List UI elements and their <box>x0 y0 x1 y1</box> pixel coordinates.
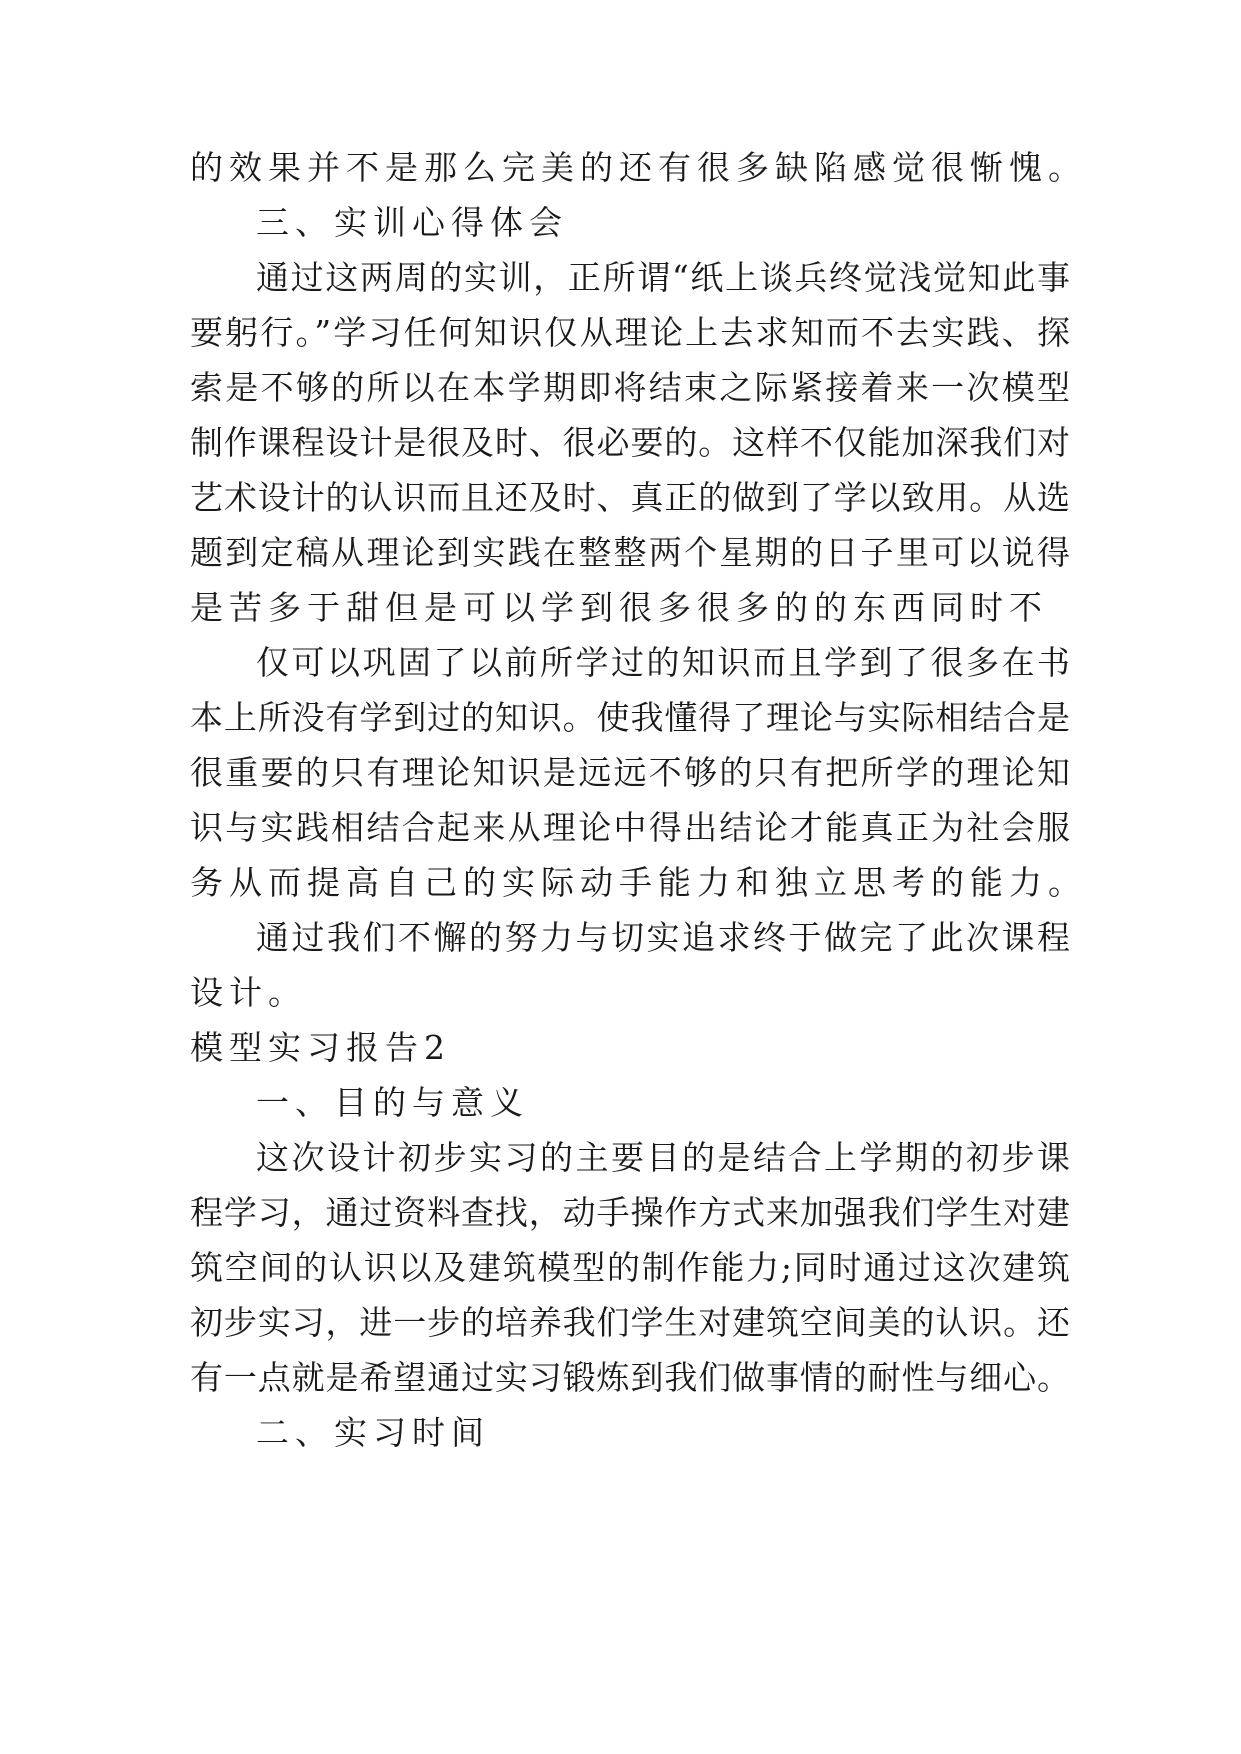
text-line: 本上所没有学到过的知识。使我懂得了理论与实际相结合是 <box>190 698 1070 737</box>
text-line: 通过我们不懈的努力与切实追求终于做完了此次课程 <box>256 918 1070 957</box>
text-line: 务从而提高自己的实际动手能力和独立思考的能力。 <box>190 863 1087 902</box>
section-heading: 二、实习时间 <box>256 1413 490 1452</box>
text-line: 程学习，通过资料查找，动手操作方式来加强我们学生对建 <box>190 1193 1070 1232</box>
text-line: 要躬行。”学习任何知识仅从理论上去求知而不去实践、探 <box>190 313 1070 352</box>
report-title: 模型实习报告2 <box>190 1028 451 1067</box>
text-line: 通过这两周的实训，正所谓“纸上谈兵终觉浅觉知此事 <box>256 258 1070 297</box>
text-line: 是苦多于甜但是可以学到很多很多的的东西同时不 <box>190 588 1048 627</box>
text-line: 设计。 <box>190 973 307 1012</box>
text-line: 的效果并不是那么完美的还有很多缺陷感觉很惭愧。 <box>190 148 1087 187</box>
text-line: 初步实习，进一步的培养我们学生对建筑空间美的认识。还 <box>190 1303 1070 1342</box>
text-line: 制作课程设计是很及时、很必要的。这样不仅能加深我们对 <box>190 423 1070 462</box>
text-line: 识与实践相结合起来从理论中得出结论才能真正为社会服 <box>190 808 1070 847</box>
text-line: 这次设计初步实习的主要目的是结合上学期的初步课 <box>256 1138 1070 1177</box>
section-heading: 一、目的与意义 <box>256 1083 529 1122</box>
section-heading: 三、实训心得体会 <box>256 203 568 242</box>
text-line: 仅可以巩固了以前所学过的知识而且学到了很多在书 <box>256 643 1070 682</box>
text-line: 索是不够的所以在本学期即将结束之际紧接着来一次模型 <box>190 368 1070 407</box>
text-line: 艺术设计的认识而且还及时、真正的做到了学以致用。从选 <box>190 478 1070 517</box>
text-line: 很重要的只有理论知识是远远不够的只有把所学的理论知 <box>190 753 1070 792</box>
text-line: 筑空间的认识以及建筑模型的制作能力;同时通过这次建筑 <box>190 1248 1070 1287</box>
text-line: 有一点就是希望通过实习锻炼到我们做事情的耐性与细心。 <box>190 1358 1070 1397</box>
text-line: 题到定稿从理论到实践在整整两个星期的日子里可以说得 <box>190 533 1070 572</box>
